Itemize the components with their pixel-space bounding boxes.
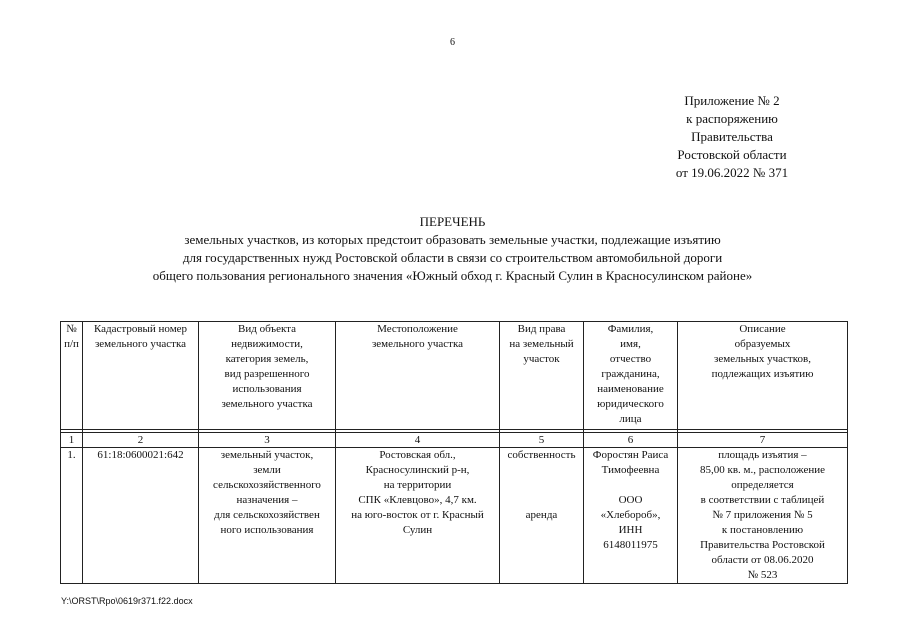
column-number: 2 — [83, 433, 199, 448]
table-header-row — [61, 322, 848, 430]
column-number: 4 — [336, 433, 500, 448]
column-number-row — [61, 433, 848, 448]
appendix-line: к распоряжению — [686, 111, 778, 126]
appendix-line: Правительства — [691, 129, 773, 144]
cadastral-number: 61:18:0600021:642 — [83, 448, 199, 584]
description: площадь изъятия – 85,00 кв. м., расположение определяется в соответствии с таблицей № 7 приложения № 5 к постановлению Правительства Ростовской области от 08.06.2020 № 523 — [678, 448, 848, 584]
column-number: 3 — [199, 433, 336, 448]
land-plots-table — [60, 321, 848, 584]
table-row — [61, 448, 848, 584]
column-number: 6 — [584, 433, 678, 448]
title-line: земельных участков, из которых предстоит образовать земельные участки, подлежащие изъятию — [184, 232, 721, 247]
holder: Форостян Раиса Тимофеевна ООО «Хлебороб», ИНН 6148011975 — [584, 448, 678, 584]
header-number: № п/п — [61, 322, 83, 430]
header-cadastral: Кадастровый номер земельного участка — [83, 322, 199, 430]
title-line: общего пользования регионального значения «Южный обход г. Красный Сулин в Красносулинском районе» — [152, 268, 753, 283]
header-right-type: Вид права на земельный участок — [500, 322, 584, 430]
object-type: земельный участок, земли сельскохозяйственного назначения – для сельскохозяйствен ного использования — [199, 448, 336, 584]
page-number: 6 — [450, 37, 455, 48]
right-type: собственность аренда — [500, 448, 584, 584]
appendix-block — [662, 92, 802, 182]
column-number: 1 — [61, 433, 83, 448]
document-title — [0, 213, 905, 285]
header-description: Описание образуемых земельных участков, подлежащих изъятию — [678, 322, 848, 430]
title-heading: ПЕРЕЧЕНЬ — [419, 214, 486, 229]
appendix-line: Приложение № 2 — [684, 93, 780, 108]
header-holder: Фамилия, имя, отчество гражданина, наименование юридического лица — [584, 322, 678, 430]
header-location: Местоположение земельного участка — [336, 322, 500, 430]
row-number: 1. — [61, 448, 83, 584]
appendix-line: Ростовской области — [677, 147, 787, 162]
title-line: для государственных нужд Ростовской области в связи со строительством автомобильной дороги — [182, 250, 723, 265]
header-object-type: Вид объекта недвижимости, категория земель, вид разрешенного использования земельного участка — [199, 322, 336, 430]
file-path-footer: Y:\ORST\Rpo\0619r371.f22.docx — [61, 596, 193, 606]
appendix-line: от 19.06.2022 № 371 — [675, 165, 789, 180]
column-number: 7 — [678, 433, 848, 448]
location: Ростовская обл., Красносулинский р-н, на территории СПК «Клевцово», 4,7 км. на юго-восток от г. Красный Сулин — [336, 448, 500, 584]
column-number: 5 — [500, 433, 584, 448]
